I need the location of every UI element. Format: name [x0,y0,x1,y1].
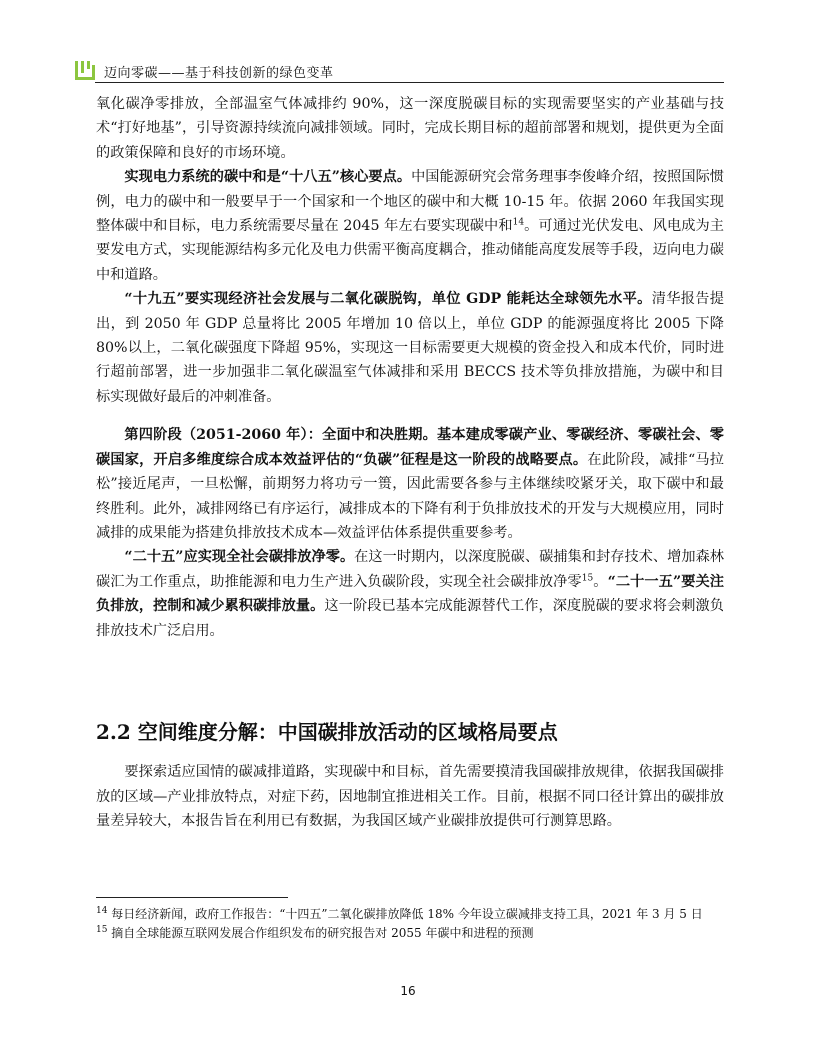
paragraph-5: “二十五”应实现全社会碳排放净零。在这一时期内，以深度脱碳、碳捕集和封存技术、增加森林碳汇为工作重点，助推能源和电力生产进入负碳阶段，实现全社会碳排放净零$^{15}$。“二十一五”要关注负排放，控制和减少累积碳排放量。这一阶段已基本完成能源替代工作，深度脱碳的要求将会刺激负排放技术广泛启用。 [96,549,724,639]
paragraph-5-highlight: “二十五”应实现全社会碳排放净零。 [124,549,355,566]
footnotes [96,905,724,943]
paragraph-2-highlight: 实现电力系统的碳中和是“十八五”核心要点。 [124,169,412,186]
footnote-14: $^{14}$ 每日经济新闻，政府工作报告：“十四五”二氧化碳排放降低 18% 今年设立碳减排支持工具，2021 年 3 月 5 日 [96,906,703,921]
paragraph-4: 第四阶段（2051-2060 年）：全面中和决胜期。基本建成零碳产业、零碳经济、零碳社会、零碳国家，开启多维度综合成本效益评估的“负碳”征程是这一阶段的战略要点。在此阶段，减排“马拉松”接近尾声，一旦松懈，前期努力将功亏一篑，因此需要各参与主体继续咬紧牙关，取下碳中和最终胜利。此外，减排网络已有序运行，减排成本的下降有利于负排放技术的开发与大规模应用，同时减排的成果能为搭建负排放技术成本—效益评估体系提供重要参考。 [96,427,724,541]
header-divider [95,82,724,83]
section-heading: 2.2 空间维度分解：中国碳排放活动的区域格局要点 [96,720,558,744]
paragraph-1: 氧化碳净零排放，全部温室气体减排约 90%，这一深度脱碳目标的实现需要坚实的产业基础与技术“打好地基”，引导资源持续流向减排领域。同时，完成长期目标的超前部署和规划，提供更为全面的政策保障和良好的市场环境。 [96,96,724,161]
footnote-divider [96,897,288,898]
footnote-15: $^{15}$ 摘自全球能源互联网发展合作组织发布的研究报告对 2055 年碳中和进程的预测 [96,925,534,940]
body-text [96,92,724,643]
header-title: 迈向零碳——基于科技创新的绿色变革 [104,66,334,81]
paragraph-5-highlight-2: “二十一五”要关注负排放，控制和减少累积碳排放量。 [96,573,724,615]
section-body [96,760,724,834]
section-paragraph: 要探索适应国情的碳减排道路，实现碳中和目标，首先需要摸清我国碳排放规律，依据我国碳排放的区域—产业排放特点，对症下药，因地制宜推进相关工作。目前，根据不同口径计算出的碳排放量差异较大，本报告旨在利用已有数据，为我国区域产业碳排放提供可行测算思路。 [96,764,724,830]
paragraph-2: 实现电力系统的碳中和是“十八五”核心要点。中国能源研究会常务理事李俊峰介绍，按照国际惯例，电力的碳中和一般要早于一个国家和一个地区的碳中和大概 10-15 年。依据 2060 年我国实现整体碳中和目标，电力系统需要尽量在 2045 年左右要实现碳中和$^{14}$。可通过光伏发电、风电成为主要发电方式，实现能源结构多元化及电力供需平衡高度耦合，推动储能高度发展等手段，迈向电力碳中和道路。 [96,169,724,283]
page-number: 16 [400,984,416,998]
page-header [72,58,724,84]
paragraph-4-highlight: 第四阶段（2051-2060 年）：全面中和决胜期。基本建成零碳产业、零碳经济、零碳社会、零碳国家，开启多维度综合成本效益评估的“负碳”征程是这一阶段的战略要点。 [96,427,724,468]
footnote-ref-15[interactable]: 15 [581,572,594,583]
report-logo-icon [74,59,96,81]
paragraph-3: “十九五”要实现经济社会发展与二氧化碳脱钩，单位 GDP 能耗达全球领先水平。清华报告提出，到 2050 年 GDP 总量将比 2005 年增加 10 倍以上，单位 GDP 的能源强度将比 2005 下降 80%以上，二氧化碳强度下降超 95%，实现这一目标需要更大规模的资金投入和成本代价，同时进行超前部署，进一步加强非二氧化碳温室气体减排和采用 BECCS 技术等负排放措施，为碳中和目标实现做好最后的冲刺准备。 [96,291,724,405]
footnote-ref-14[interactable]: 14 [512,217,525,228]
paragraph-3-highlight: “十九五”要实现经济社会发展与二氧化碳脱钩，单位 GDP 能耗达全球领先水平。 [124,291,652,308]
